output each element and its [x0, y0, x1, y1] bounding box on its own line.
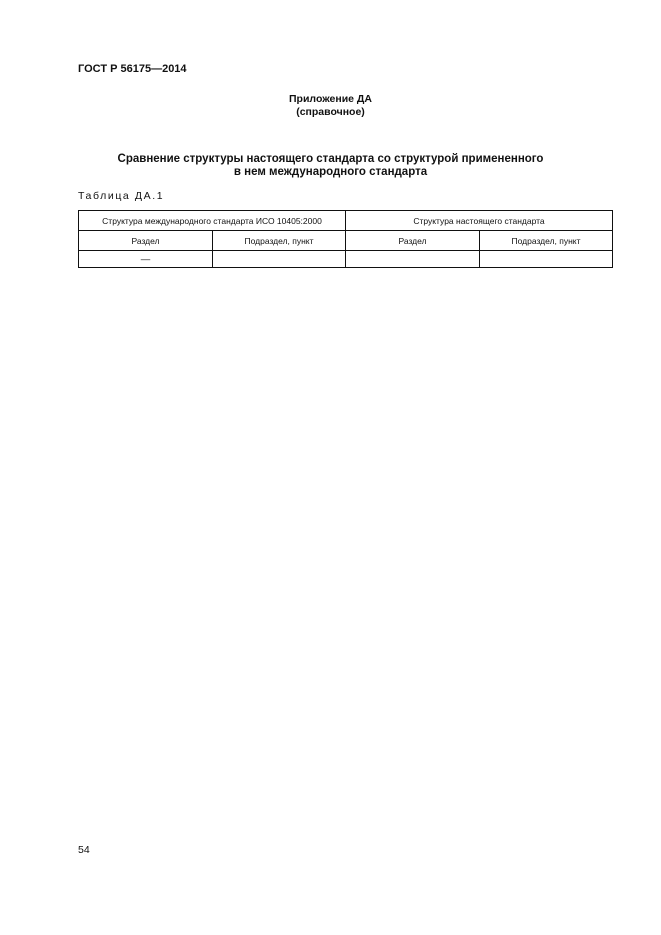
heading-line-1: Сравнение структуры настоящего стандарта со структурой примененного: [117, 153, 544, 165]
column-header-this-subsection: Подраздел, пункт: [480, 231, 613, 251]
group-header-this-standard: Структура настоящего стандарта: [346, 211, 613, 231]
heading-line-2: в нем международного стандарта: [233, 166, 428, 178]
comparison-table: [78, 210, 613, 268]
column-header-this-section: Раздел: [346, 231, 480, 251]
appendix-block: [0, 93, 661, 119]
column-header-iso-subsection: Подраздел, пункт: [213, 231, 346, 251]
page-number: 54: [78, 844, 90, 856]
table-group-header-row: [79, 211, 613, 231]
table-cell: [480, 251, 613, 268]
document-code: ГОСТ Р 56175—2014: [78, 63, 187, 75]
table-label: Таблица ДА.1: [78, 190, 165, 202]
table-cell: [346, 251, 480, 268]
table-column-header-row: [79, 231, 613, 251]
appendix-title: Приложение ДА: [289, 93, 372, 105]
appendix-note: (справочное): [296, 106, 365, 118]
table-row: [79, 251, 613, 268]
table-cell: [213, 251, 346, 268]
group-header-iso: Структура международного стандарта ИСО 10405:2000: [79, 211, 346, 231]
column-header-iso-section: Раздел: [79, 231, 213, 251]
table-cell: —: [79, 251, 213, 268]
page-heading: [0, 153, 661, 179]
